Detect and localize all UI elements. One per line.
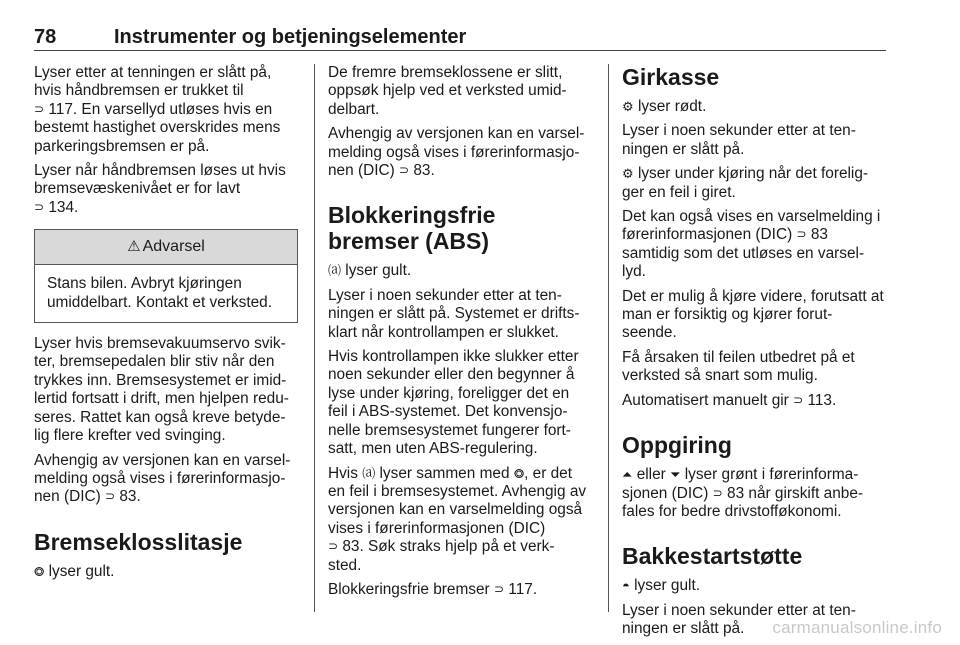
header-rule	[34, 50, 886, 51]
abs-icon: ⒜	[362, 465, 376, 481]
page-header	[34, 22, 886, 52]
page-ref-icon: ⊃	[399, 163, 410, 178]
page-ref-icon: ⊃	[796, 227, 807, 242]
paragraph: Avhengig av versjonen kan en varsel- melding også vises i førerinformasjo- nen (DIC) ⊃ 83.	[34, 451, 291, 506]
brake-warning-icon: ⭗	[513, 465, 525, 481]
section-heading: Bremseklosslitasje	[34, 528, 243, 555]
paragraph: Automatisert manuelt gir ⊃ 113.	[622, 391, 837, 409]
warning-text: Stans bilen. Avbryt kjøringen umiddelbart. Kontakt et verksted.	[47, 275, 272, 311]
page-ref-icon: ⊃	[493, 581, 504, 596]
section-heading: Bakkestartstøtte	[622, 543, 803, 570]
page-title: Instrumenter og betjeningselementer	[114, 26, 467, 48]
hill-start-icon: ◓	[622, 578, 630, 594]
paragraph: Lyser i noen sekunder etter at ten- ningen er slått på.	[622, 601, 856, 638]
column-divider	[608, 64, 609, 612]
page-ref-icon: ⊃	[105, 489, 116, 504]
paragraph: Det er mulig å kjøre videre, forutsatt at man er forsiktig og kjører forut- seende.	[622, 287, 884, 342]
paragraph: ⭗ lyser gult.	[34, 562, 115, 580]
paragraph: Det kan også vises en varselmelding i førerinformasjonen (DIC) ⊃ 83 samtidig som det utløses en varsel- lyd.	[622, 208, 881, 281]
page-ref-icon: ⊃	[328, 539, 339, 554]
paragraph: Lyser i noen sekunder etter at ten- ningen er slått på. Systemet er drifts- klart når kontrollampen er slukket.	[328, 286, 580, 341]
paragraph: ⚙ lyser rødt.	[622, 98, 707, 115]
watermark: carmanualsonline.info	[772, 618, 942, 637]
paragraph: Lyser hvis bremsevakuumservo svik- ter, bremsepedalen blir stiv når den trykkes inn. Bremsesystemet er imid- lertid fortsatt i drift, men hjelpen redu- seres. Rattet kan også kreve betyde- lig flere krefter ved svinging.	[34, 335, 289, 445]
page-ref-icon: ⊃	[793, 392, 804, 407]
paragraph: ⏶ eller ⏷ lyser grønt i førerinforma- sjonen (DIC) ⊃ 83 når girskift anbe- fales for bedre drivstofføkonomi.	[622, 466, 864, 520]
page-ref-icon: ⊃	[34, 199, 45, 214]
warning-header	[35, 230, 297, 265]
abs-icon: ⒜	[328, 263, 342, 279]
section-heading: Blokkeringsfrie bremser (ABS)	[328, 202, 496, 255]
page-ref-icon: ⊃	[34, 101, 45, 116]
paragraph: Få årsaken til feilen utbedret på et verksted så snart som mulig.	[622, 348, 855, 385]
paragraph: Hvis kontrollampen ikke slukker etter noen sekunder eller den begynner å lyse under kjøring, foreligger det en feil i ABS-systemet. Det konvensjo- nelle bremsesystemet fungerer fort- satt, men uten ABS-regulering.	[328, 348, 579, 458]
paragraph: Lyser etter at tenningen er slått på, hvis håndbremsen er trukket til ⊃ 117. En varsellyd utløses hvis en bestemt hastighet overskrides mens parkeringsbremsen er på.	[34, 64, 281, 155]
page-number: 78	[34, 26, 57, 48]
gearbox-icon: ⚙	[622, 166, 634, 182]
page-ref-icon: ⊃	[712, 485, 723, 500]
warning-box	[34, 229, 298, 323]
column-divider	[314, 64, 315, 612]
upshift-icon: ⏶	[622, 467, 633, 483]
paragraph: Avhengig av versjonen kan en varsel- melding også vises i førerinformasjo- nen (DIC) ⊃ 83.	[328, 125, 585, 180]
paragraph: ◓ lyser gult.	[622, 577, 701, 595]
paragraph: Hvis ⒜ lyser sammen med ⭗, er det en feil i bremsesystemet. Avhengig av versjonen kan en varselmelding også vises i førerinformasjonen (DIC) ⊃ 83. Søk straks hjelp på et verk- sted.	[328, 464, 587, 574]
paragraph: ⚙ lyser under kjøring når det forelig- ger en feil i giret.	[622, 165, 869, 201]
column-2	[328, 64, 592, 605]
column-1	[34, 64, 298, 587]
brake-pad-icon: ⭗	[34, 563, 45, 579]
paragraph: ⒜ lyser gult.	[328, 262, 412, 280]
warning-title: Advarsel	[142, 238, 205, 256]
gearbox-icon: ⚙	[622, 99, 634, 114]
paragraph: Lyser i noen sekunder etter at ten- ningen er slått på.	[622, 122, 856, 158]
paragraph: Lyser når håndbremsen løses ut hvis bremsevæskenivået er for lavt ⊃ 134.	[34, 162, 286, 216]
paragraph: De fremre bremseklossene er slitt, oppsøk hjelp ved et verksted umid- delbart.	[328, 64, 567, 118]
section-heading: Oppgiring	[622, 432, 732, 459]
downshift-icon: ⏷	[670, 467, 681, 483]
paragraph: Blokkeringsfrie bremser ⊃ 117.	[328, 580, 538, 598]
section-heading: Girkasse	[622, 64, 720, 90]
warning-icon: ⚠	[127, 238, 141, 256]
column-3	[622, 64, 886, 645]
